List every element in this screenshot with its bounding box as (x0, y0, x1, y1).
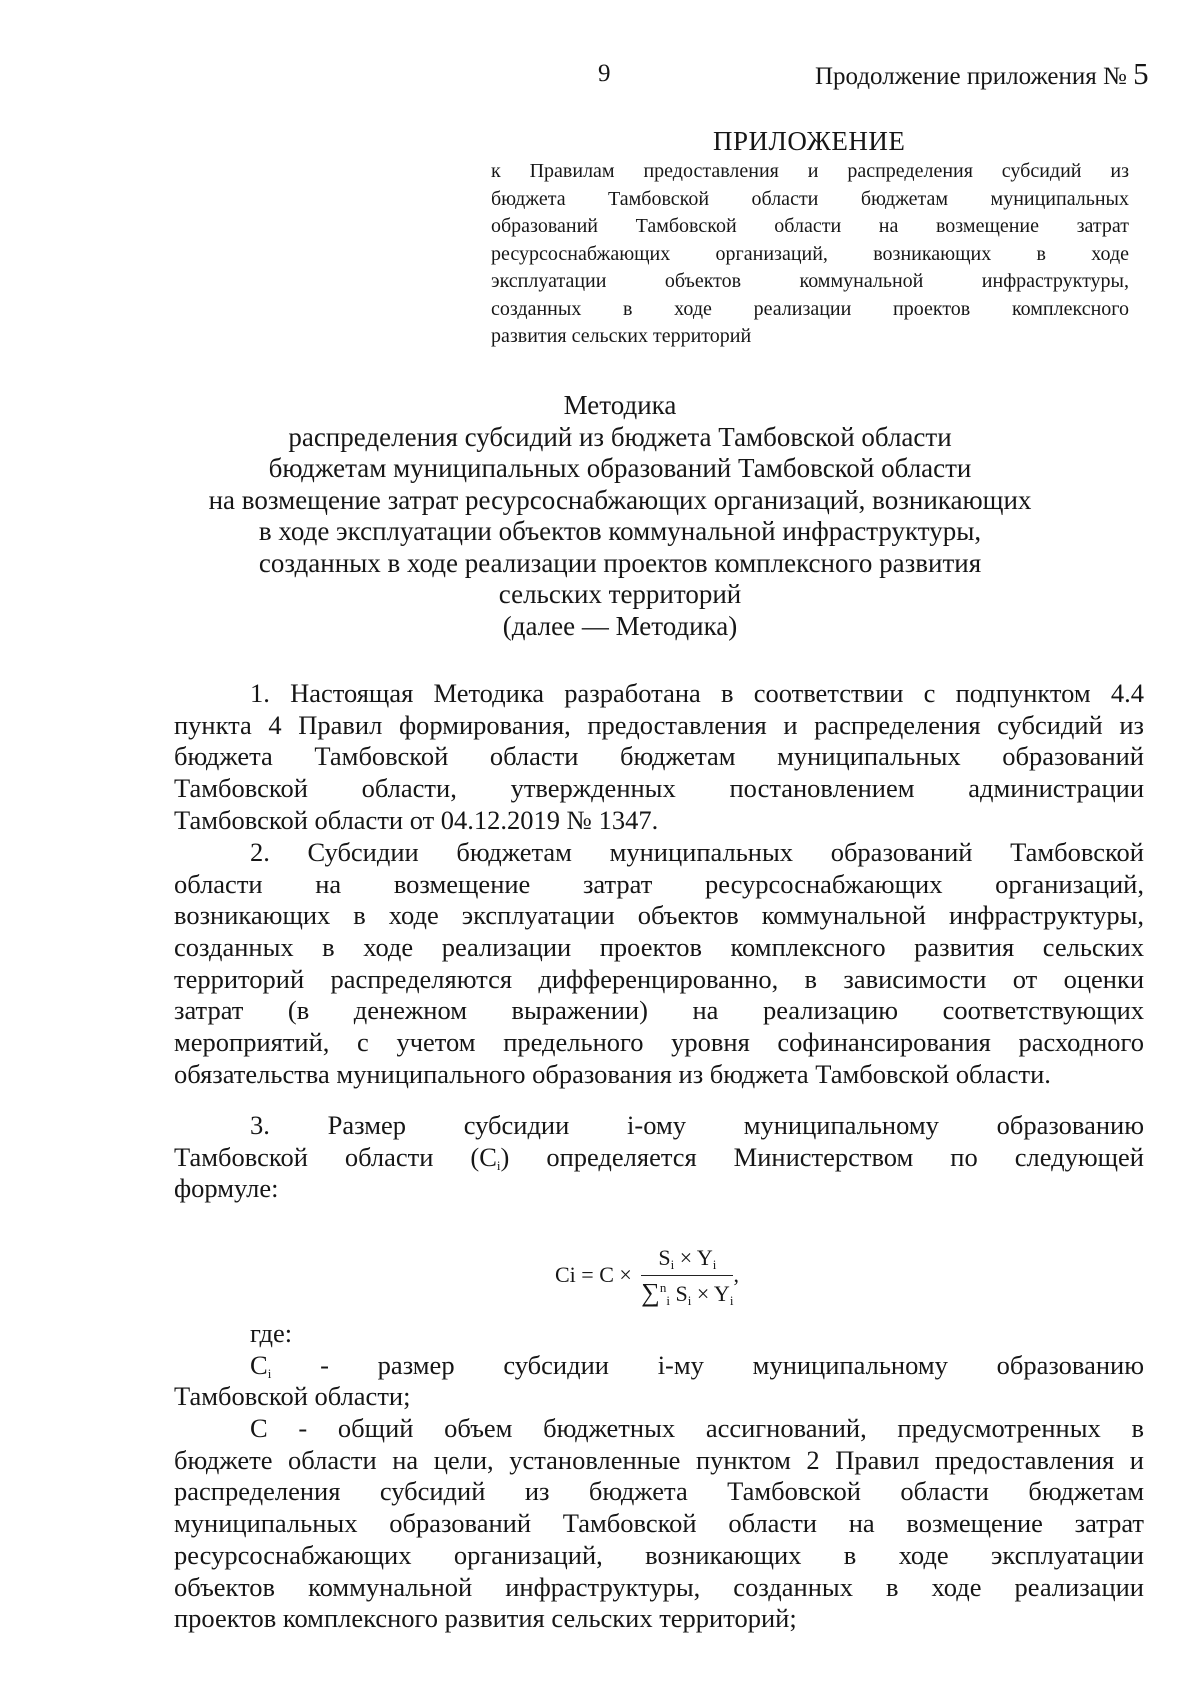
appendix-reference (491, 158, 1129, 351)
paragraph-line: бюджета Тамбовской области бюджетам муниципальных образований (174, 741, 1144, 772)
paragraph-line: области на возмещение затрат ресурсоснабжающих организаций, (174, 868, 1144, 899)
appendix-title: ПРИЛОЖЕНИЕ (713, 126, 906, 156)
paragraph-2 (174, 837, 1144, 1091)
formula-fraction (641, 1245, 733, 1309)
paragraph-line: территорий распределяются дифференцированно, в зависимости от оценки (174, 963, 1144, 994)
paragraph-line: обязательства муниципального образования из бюджета Тамбовской области. (174, 1058, 1051, 1089)
appendix-line: ресурсоснабжающих организаций, возникающих в ходе (491, 242, 1129, 265)
sum-symbol: ∑ (641, 1278, 660, 1307)
appendix-line: эксплуатации объектов коммунальной инфраструктуры, (491, 270, 1129, 292)
continuation-note (815, 56, 1149, 92)
paragraph-line: пункта 4 Правил формирования, предоставления и распределения субсидий из (174, 709, 1144, 740)
paragraph-1 (174, 678, 1144, 836)
methodology-line: (далее — Методика) (502, 610, 738, 641)
c-definition-line: бюджете области на цели, установленные пунктом 2 Правил предоставления и (174, 1444, 1144, 1475)
c-definition-line: С - общий объем бюджетных ассигнований, предусмотренных в (250, 1413, 1144, 1444)
paragraph-line: Тамбовской области $(C_i)$ определяется Министерством по следующей (174, 1141, 1144, 1173)
appendix-line: образований Тамбовской области на возмещение затрат (491, 215, 1129, 237)
methodology-heading (200, 390, 1040, 642)
paragraph-line: созданных в ходе реализации проектов комплексного развития сельских (174, 932, 1144, 963)
methodology-line: на возмещение затрат ресурсоснабжающих организаций, возникающих (208, 484, 1032, 515)
where-label: где: (250, 1318, 293, 1348)
appendix-line: созданных в ходе реализации проектов комплексного (491, 297, 1129, 320)
c-definition-line: ресурсоснабжающих организаций, возникающих в ходе эксплуатации (174, 1539, 1144, 1570)
methodology-line: созданных в ходе реализации проектов комплексного развития (258, 547, 982, 578)
c-definition-line: проектов комплексного развития сельских территорий; (174, 1603, 797, 1634)
paragraph-line: Тамбовской области, утвержденных постановлением администрации (174, 773, 1144, 804)
methodology-title: Методика (563, 390, 677, 420)
paragraph-line: 3. Размер субсидии i-ому муниципальному образованию (250, 1110, 1144, 1140)
continuation-text: Продолжение приложения № (815, 63, 1127, 90)
page-number: 9 (598, 60, 611, 87)
paragraph-line: возникающих в ходе эксплуатации объектов коммунальной инфраструктуры, (174, 900, 1144, 931)
appendix-line: к Правилам предоставления и распределения субсидий из (491, 160, 1129, 182)
ci-definition-end: Тамбовской области; (174, 1381, 411, 1412)
appendix-line: развития сельских территорий (491, 325, 752, 347)
methodology-line: сельских территорий (498, 579, 742, 609)
paragraph-line: 2. Субсидии бюджетам муниципальных образований Тамбовской (250, 837, 1144, 867)
methodology-line: распределения субсидий из бюджета Тамбовской области (288, 421, 952, 452)
paragraph-line: затрат (в денежном выражении) на реализацию соответствующих (174, 995, 1144, 1026)
c-definition-line: распределения субсидий из бюджета Тамбовской области бюджетам (174, 1476, 1144, 1507)
paragraph-line: 1. Настоящая Методика разработана в соответствии с подпунктом 4.4 (250, 678, 1144, 708)
methodology-line: в ходе эксплуатации объектов коммунальной инфраструктуры, (258, 516, 982, 546)
paragraph-line: мероприятий, с учетом предельного уровня софинансирования расходного (174, 1027, 1144, 1058)
c-definition-line: муниципальных образований Тамбовской области на возмещение затрат (174, 1508, 1144, 1539)
subsidy-formula (555, 1245, 739, 1309)
paragraph-3 (174, 1110, 1144, 1205)
definitions (174, 1318, 1144, 1635)
c-definition-line: объектов коммунальной инфраструктуры, созданных в ходе реализации (174, 1571, 1144, 1602)
methodology-line: бюджетам муниципальных образований Тамбовской области (268, 453, 972, 483)
ci-definition: $C_i$ - размер субсидии i-му муниципальному образованию (250, 1349, 1145, 1381)
formula-lhs: Ci = C × (555, 1262, 632, 1288)
formula-denominator: ∑$^n_i$ $S_i \times Y_i$ (641, 1278, 734, 1308)
paragraph-line: формуле: (174, 1173, 279, 1204)
formula-comma: , (733, 1262, 739, 1288)
paragraph-line: Тамбовской области от 04.12.2019 № 1347. (174, 804, 659, 835)
continuation-number: 5 (1133, 56, 1149, 91)
appendix-line: бюджета Тамбовской области бюджетам муниципальных (491, 187, 1129, 210)
formula-numerator: $S_i \times Y_i$ (641, 1245, 733, 1276)
